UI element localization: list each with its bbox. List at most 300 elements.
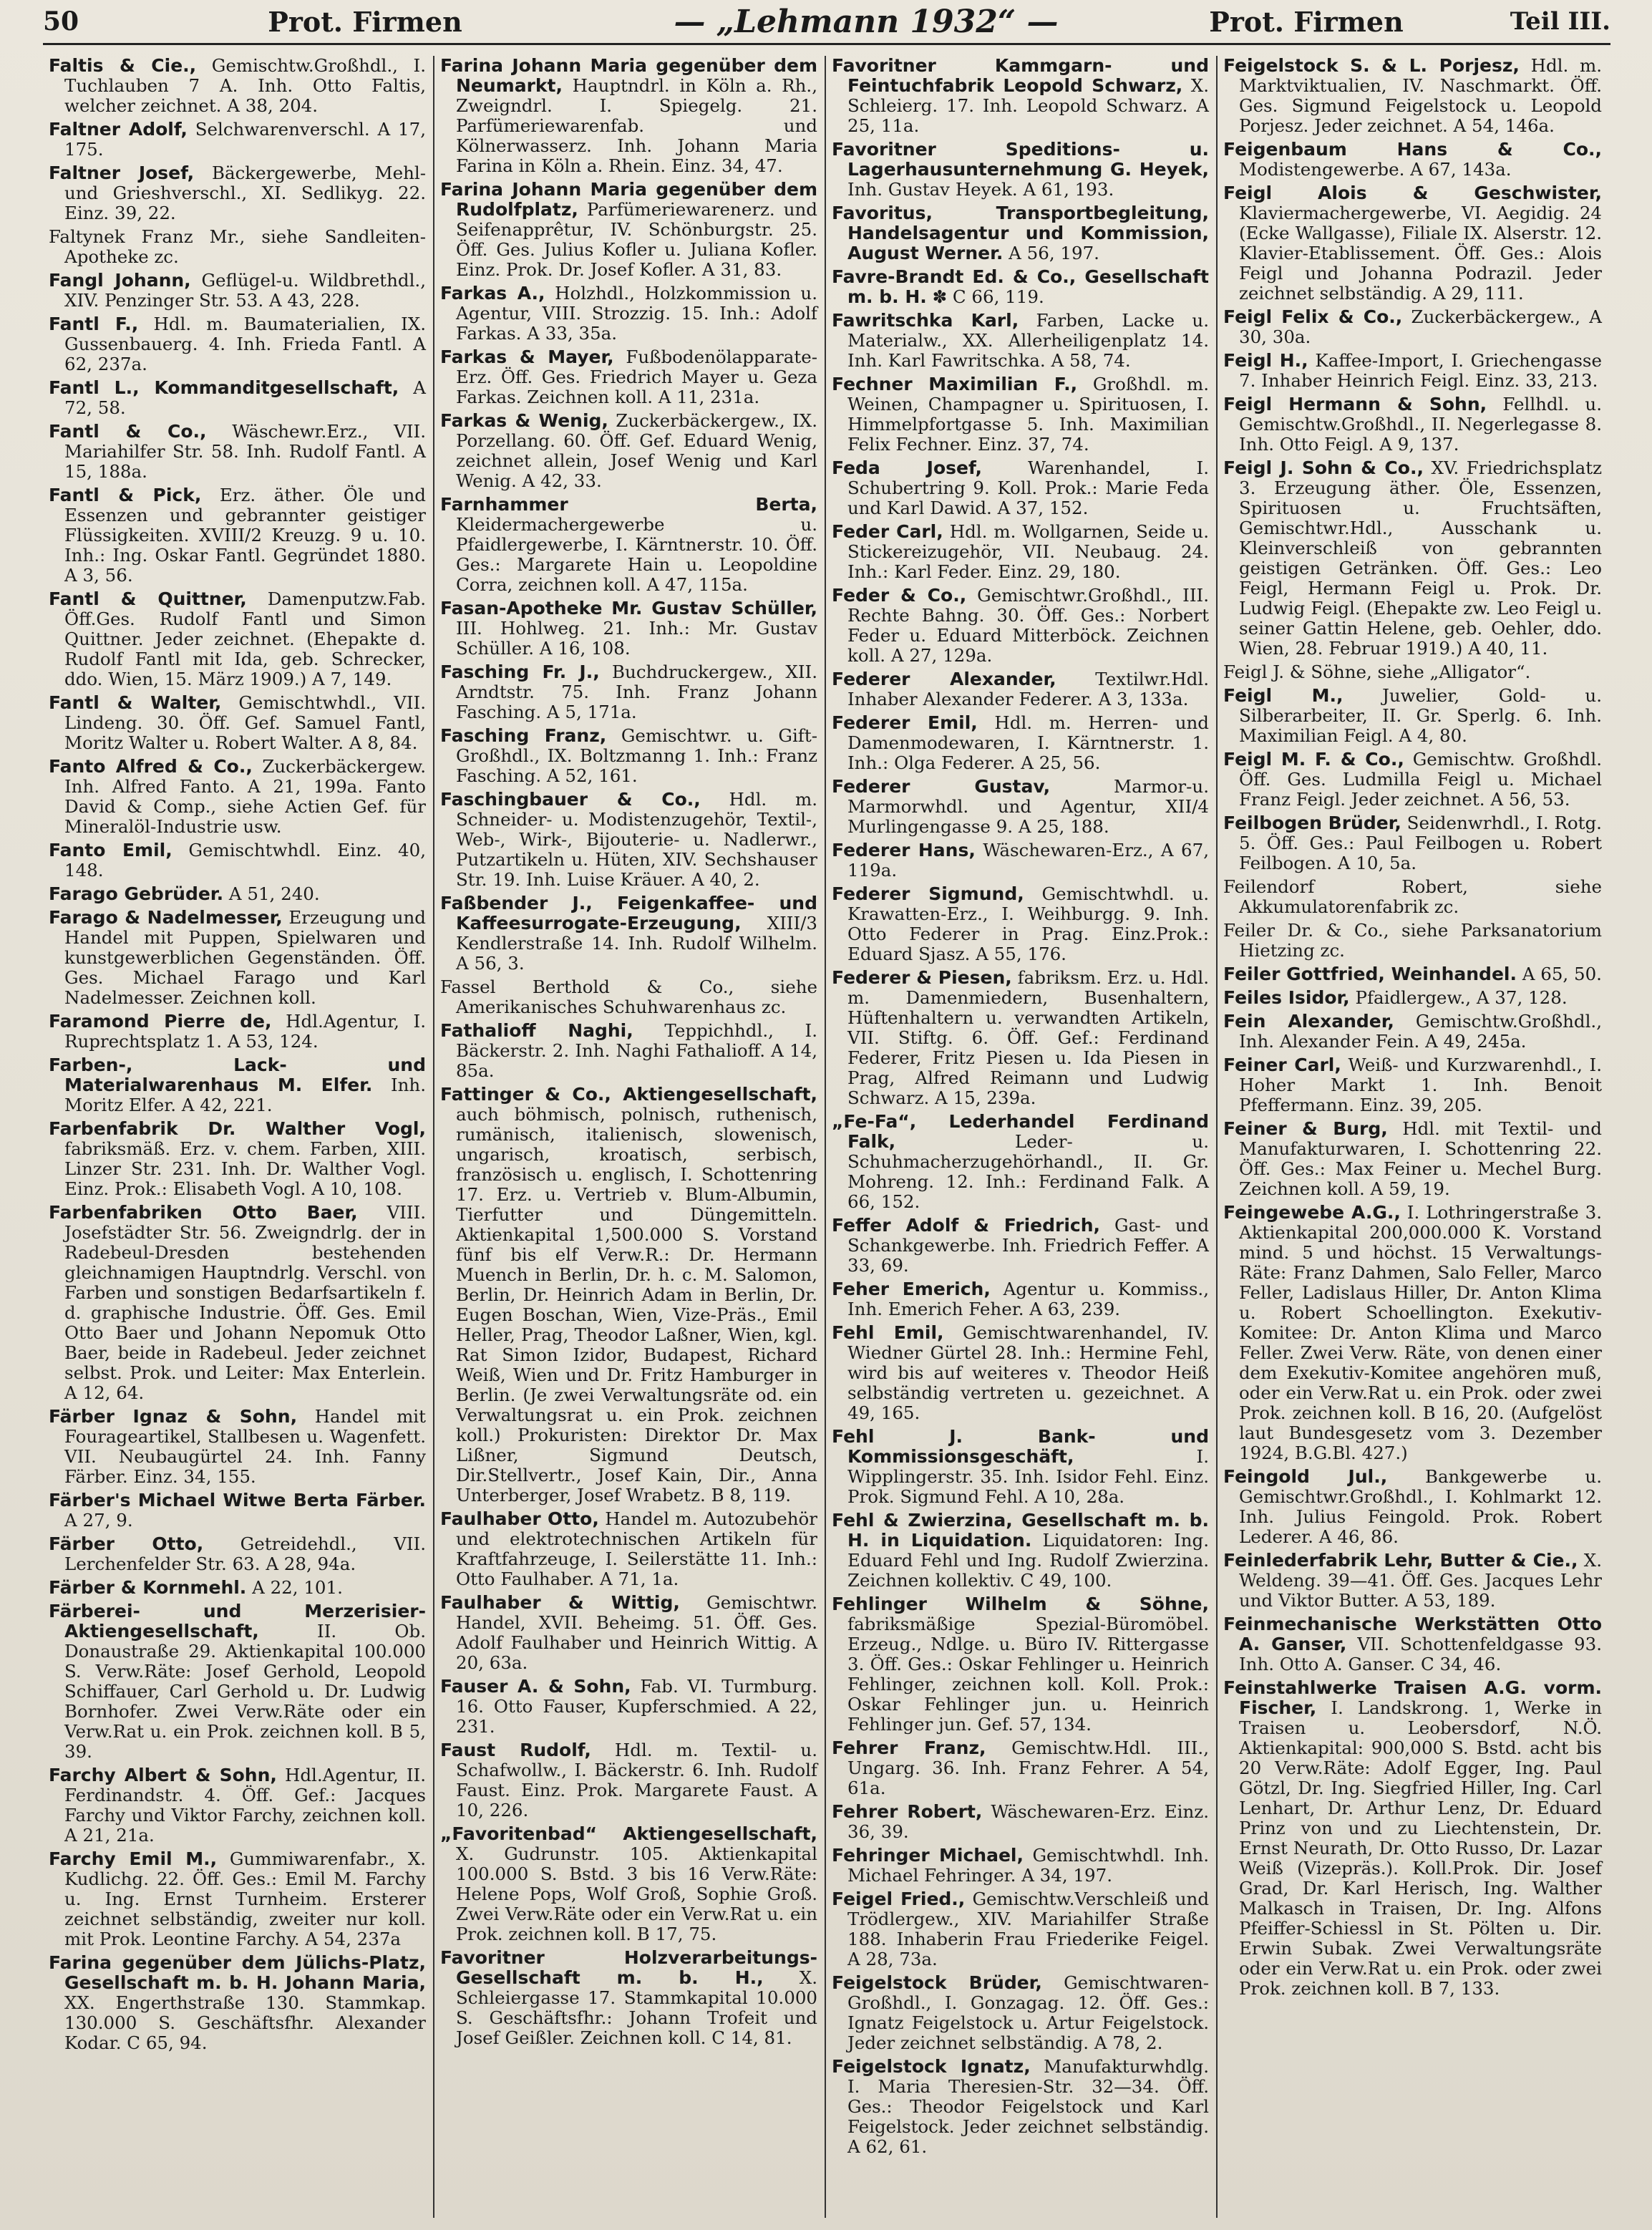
firm-name: Farkas A., xyxy=(440,283,545,304)
directory-entry xyxy=(49,840,426,881)
directory-entry xyxy=(440,790,817,890)
firm-name: Feigl J. Sohn & Co., xyxy=(1223,457,1424,478)
firm-name: Federer Alexander, xyxy=(832,669,1056,689)
firm-name: Feffer Adolf & Friedrich, xyxy=(832,1215,1101,1236)
directory-entry xyxy=(832,884,1209,964)
directory-entry xyxy=(832,203,1209,263)
entry-text: Leder- u. Schuhmacherzugehörhandl., II. Gr. Mohreng. 12. Inh.: Ferdinand Falk. A 66, 152. xyxy=(847,1131,1209,1212)
firm-name: Farina Johann Maria gegenüber dem Rudolfplatz, xyxy=(440,179,817,220)
entry-text: X. Weldeng. 39—41. Öff. Ges. Jacques Lehr und Viktor Butter. A 53, 189. xyxy=(1239,1550,1602,1611)
directory-entry xyxy=(440,977,817,1017)
directory-entry xyxy=(440,56,817,176)
directory-entry xyxy=(1223,1119,1602,1199)
directory-entry xyxy=(49,485,426,586)
firm-name: Feigel Fried., xyxy=(832,1889,966,1909)
directory-entry xyxy=(440,495,817,595)
entry-text: XIII/3 Kendlerstraße 14. Inh. Rudolf Wilhelm. A 56, 3. xyxy=(456,913,817,974)
entry-text: Hdl. m. Baumaterialien, IX. Gussenbauerg. 4. Inh. Frieda Fantl. A 62, 237a. xyxy=(64,314,426,374)
entry-text: Wäschewr.Erz., VII. Mariahilfer Str. 58. Inh. Rudolf Fantl. A 15, 188a. xyxy=(64,421,427,482)
entry-text: Hdl. m. Textil- u. Schafwollw., I. Bäckerstr. 6. Inh. Rudolf Faust. Einz. Prok. Margarete Faust. A 10, 226. xyxy=(456,1740,817,1821)
firm-name: Farkas & Mayer, xyxy=(440,346,614,367)
entry-text: Gemischtwr.Großhdl., III. Rechte Bahng. 30. Öff. Ges.: Norbert Feder u. Eduard Mitterböck. Zeichnen koll. A 27, 129a. xyxy=(847,585,1209,666)
directory-entry xyxy=(49,908,426,1008)
entry-text: A 65, 50. xyxy=(1522,964,1602,984)
entry-text: Warenhandel, I. Schubertring 9. Koll. Prok.: Marie Feda und Karl Dawid. A 37, 152. xyxy=(847,457,1209,518)
entry-text: Zuckerbäckergew., IX. Porzellang. 60. Öff. Gef. Eduard Wenig, zeichnet allein, Josef Wenig und Karl Wenig. A 42, 33. xyxy=(456,410,817,491)
entry-text: Gemischtwr. u. Gift-Großhdl., IX. Boltzmanng 1. Inh.: Franz Fasching. A 52, 161. xyxy=(456,725,817,786)
directory-entry xyxy=(832,311,1209,371)
entry-text: I. Landskrong. 1, Werke in Traisen u. Leobersdorf, N.Ö. Aktienkapital: 900,000 S. Bstd. acht bis 20 Verw.Räte: Adolf Egger, Ing. Paul Götzl, Dr. Ing. Siegfried Hiller, Ing. Carl Lenhart, Dr. Arthur Lenz, Dr. Eduard Prinz von und zu Liechtenstein, Dr. Ernst Neurath, Dr. Otto Russo, Dr. Lazar Weiß (Vizepräs.). Koll.Prok. Dir. Josef Grad, Dr. Karl Herisch, Ing. Walther Malkasch in Traisen, Dr. Ing. Alfons Pfeiffer-Schiessl in St. Pölten u. Dir. Erwin Subak. Zwei Verwaltungsräte oder ein Verw.Rat u. ein Prok. oder zwei Prok. zeichnen koll. B 7, 133. xyxy=(1239,1697,1602,1999)
directory-entry xyxy=(49,1578,426,1598)
entry-text: Modistengewerbe. A 67, 143a. xyxy=(1239,159,1512,180)
firm-name: Fasan-Apotheke Mr. Gustav Schüller, xyxy=(440,598,817,619)
directory-entry xyxy=(49,1012,426,1052)
directory-entry xyxy=(832,522,1209,582)
directory-entry xyxy=(1223,1551,1602,1611)
firm-name: Farago & Nadelmesser, xyxy=(49,907,283,928)
firm-name: Feigl M. F. & Co., xyxy=(1223,749,1404,770)
entry-text: Geflügel-u. Wildbrethdl., XIV. Penzinger Str. 53. A 43, 228. xyxy=(64,270,426,311)
entry-text: Kleidermachergewerbe u. Pfaidlergewerbe, I. Kärntnerstr. 10. Öff. Ges.: Margarete Hain u. Leopoldine Corra, zeichnen koll. A 47, 115a. xyxy=(456,514,817,595)
directory-entry xyxy=(440,1021,817,1081)
firm-name: Feiner Carl, xyxy=(1223,1055,1341,1075)
entry-text: Hdl. m. Schneider- u. Modistenzugehör, Textil-, Web-, Wirk-, Bijouterie- u. Nadlerwr., Putzartikeln u. Hüten, XIV. Sechshauser Str. 19. Inh. Luise Kräuer. A 40, 2. xyxy=(456,789,817,890)
firm-name: Fein Alexander, xyxy=(1223,1011,1394,1032)
directory-entry xyxy=(49,378,426,418)
firm-name: Feiner & Burg, xyxy=(1223,1118,1388,1139)
firm-name: Farina gegenüber dem Jülichs-Platz, Gesellschaft m. b. H. Johann Maria, xyxy=(49,1952,426,1993)
entry-text: Damenputzw.Fab. Öff.Ges. Rudolf Fantl und Simon Quittner. Jeder zeichnet. (Ehepakte d. Rudolf Fantl mit Ida, geb. Schrecker, ddo. Wien, 15. März 1909.) A 7, 149. xyxy=(64,588,426,689)
entry-text: Hdl.Agentur, II. Ferdinandstr. 4. Öff. Gef.: Jacques Farchy und Viktor Farchy, zeichnen koll. A 21, 21a. xyxy=(64,1765,426,1846)
directory-entry xyxy=(49,1953,426,2053)
entry-text: Gemischtwr. Handel, XVII. Beheimg. 51. Öff. Ges. Adolf Faulhaber und Heinrich Wittig. A 20, 63a. xyxy=(456,1592,817,1673)
directory-entry xyxy=(832,267,1209,307)
firm-name: Favoritner Kammgarn- und Feintuchfabrik Leopold Schwarz, xyxy=(832,56,1209,96)
firm-name: Färber's Michael Witwe Berta Färber. xyxy=(49,1490,426,1511)
entry-text: Gemischtw. Großhdl. Öff. Ges. Ludmilla Feigl u. Michael Franz Feigl. Jeder zeichnet. A 56, 53. xyxy=(1239,749,1602,810)
directory-entry xyxy=(440,1948,817,2048)
columns-container xyxy=(43,56,1610,2218)
firm-name: Farben-, Lack- und Materialwarenhaus M. Elfer. xyxy=(49,1055,426,1095)
directory-entry xyxy=(1223,964,1602,984)
column-4 xyxy=(1218,56,1609,2218)
entry-text: fabriksmäß. Erz. v. chem. Farben, XIII. Linzer Str. 231. Inh. Dr. Walther Vogl. Einz. Prok.: Elisabeth Vogl. A 10, 108. xyxy=(64,1138,426,1199)
column-1 xyxy=(43,56,434,2218)
entry-text: Juwelier, Gold- u. Silberarbeiter, II. Gr. Sperlg. 6. Inh. Maximilian Feigl. A 4, 80. xyxy=(1239,685,1602,746)
entry-text: Handel m. Autozubehör und elektrotechnischen Artikeln für Kraftfahrzeuge, I. Seilerstätte 11. Inh.: Otto Faulhaber. A 71, 1a. xyxy=(456,1508,818,1589)
firm-name: Favoritner Speditions- u. Lagerhausunternehmung G. Heyek, xyxy=(832,139,1209,180)
entry-text: X. Gudrunstr. 105. Aktienkapital 100.000 S. Bstd. 3 bis 16 Verw.Räte: Helene Pops, Wolf Groß, Sophie Groß. Zwei Verw.Räte oder ein Verw.Rat u. ein Prok. zeichnen koll. B 17, 75. xyxy=(456,1843,817,1944)
firm-name: Feder Carl, xyxy=(832,521,943,542)
directory-entry xyxy=(49,1490,426,1531)
firm-name: Faulhaber & Wittig, xyxy=(440,1592,680,1613)
entry-text: Zuckerbäckergew., A 30, 30a. xyxy=(1239,306,1602,347)
firm-name: Fehrer Robert, xyxy=(832,1801,983,1822)
firm-name: Federer Gustav, xyxy=(832,776,1051,797)
entry-text: ✽ C 66, 119. xyxy=(932,286,1044,307)
firm-name: Feigl Alois & Geschwister, xyxy=(1223,183,1602,203)
firm-name: Faltis & Cie., xyxy=(49,56,197,76)
firm-name: Farago Gebrüder. xyxy=(49,883,224,904)
entry-text: fabriksmäßige Spezial-Büromöbel. Erzeug., Ndlge. u. Büro IV. Rittergasse 3. Öff. Ges.: Oskar Fehlinger u. Heinrich Fehlinger, zeichnen koll. Koll. Prok.: Oskar Fehlinger jun. u. Heinrich Fehlinger jun. Gef. 57, 134. xyxy=(847,1614,1209,1735)
firm-name: Feher Emerich, xyxy=(832,1279,991,1299)
directory-entry xyxy=(1223,351,1602,391)
directory-entry xyxy=(832,669,1209,709)
directory-entry xyxy=(1223,921,1602,961)
entry-text: Bäckergewerbe, Mehl- und Grieshverschl., XI. Sedlikyg. 22. Einz. 39, 22. xyxy=(64,163,426,223)
entry-text: Feiler Dr. & Co., siehe Parksanatorium Hietzing zc. xyxy=(1223,920,1602,961)
entry-text: Inh. Moritz Elfer. A 42, 221. xyxy=(64,1075,426,1115)
firm-name: Fanto Alfred & Co., xyxy=(49,756,253,777)
firm-name: Farnhammer Berta, xyxy=(440,494,817,515)
directory-entry xyxy=(440,598,817,659)
directory-entry xyxy=(440,283,817,344)
directory-entry xyxy=(1223,988,1602,1008)
firm-name: Feilbogen Brüder, xyxy=(1223,813,1401,833)
firm-name: Fehlinger Wilhelm & Söhne, xyxy=(832,1594,1209,1614)
entry-text: XV. Friedrichsplatz 3. Erzeugung äther. Öle, Essenzen, Spirituosen u. Fruchtsäften, Gemischtwr.Hdl., Ausschank u. Kleinverschleiß von gebrannten geistigen Getränken. Öff. Ges.: Leo Feigl, Hermann Feigl u. Prok. Dr. Ludwig Feigl. (Ehepakte zw. Leo Feigl u. seiner Gattin Helene, geb. Oehler, ddo. Wien, 28. Februar 1919.) A 40, 11. xyxy=(1239,457,1602,659)
directory-entry xyxy=(1223,458,1602,659)
directory-entry xyxy=(832,968,1209,1108)
directory-entry xyxy=(49,1601,426,1762)
directory-entry xyxy=(832,1323,1209,1423)
directory-entry xyxy=(49,1849,426,1949)
directory-entry xyxy=(440,1085,817,1506)
directory-entry xyxy=(440,726,817,786)
firm-name: Fangl Johann, xyxy=(49,270,191,291)
entry-text: Gemischtwhdl. Einz. 40, 148. xyxy=(64,840,426,881)
directory-entry xyxy=(49,757,426,837)
firm-name: Feigl Felix & Co., xyxy=(1223,306,1403,327)
directory-entry xyxy=(49,1055,426,1115)
directory-entry xyxy=(832,1279,1209,1319)
entry-text: Klaviermachergewerbe, VI. Aegidig. 24 (Ecke Wallgasse), Filiale IX. Alserstr. 12. Klavier-Etablissement. Öff. Ges.: Alois Feigl und Johanna Podrazil. Jeder zeichnet selbständig. A 29, 111. xyxy=(1239,203,1602,304)
directory-entry xyxy=(1223,56,1602,136)
firm-name: Fantl L., Kommanditgesellschaft, xyxy=(49,377,399,398)
entry-text: Feigl J. & Söhne, siehe „Alligator“. xyxy=(1223,661,1531,682)
entry-text: Gemischtwhdl. u. Krawatten-Erz., I. Weihburgg. 9. Inh. Otto Federer in Prag. Einz.Prok.: Eduard Sjasz. A 55, 176. xyxy=(847,883,1210,964)
entry-text: Zuckerbäckergew. Inh. Alfred Fanto. A 21, 199a. Fanto David & Comp., siehe Actien Gef. für Mineralöl-Industrie usw. xyxy=(64,756,426,837)
directory-entry xyxy=(49,693,426,753)
directory-entry xyxy=(832,2057,1209,2157)
entry-text: Buchdruckergew., XII. Arndtstr. 75. Inh. Franz Johann Fasching. A 5, 171a. xyxy=(456,661,817,722)
firm-name: Favoritner Holzverarbeitungs-Gesellschaft m. b. H., xyxy=(440,1947,817,1988)
directory-entry xyxy=(832,56,1209,136)
running-title-right: Prot. Firmen xyxy=(1209,5,1404,38)
entry-text: Teppichhdl., I. Bäckerstr. 2. Inh. Naghi Fathalioff. A 14, 85a. xyxy=(456,1020,817,1081)
entry-text: Gemischtw.Hdl. III., Ungarg. 36. Inh. Franz Fehrer. A 54, 61a. xyxy=(847,1737,1209,1798)
directory-entry xyxy=(440,1740,817,1821)
entry-text: Manufakturwhdlg. I. Maria Theresien-Str. 32—34. Öff. Ges.: Theodor Feigelstock und Karl Feigelstock. Jeder zeichnet selbständig. A 62, 61. xyxy=(847,2056,1209,2157)
directory-entry xyxy=(49,1407,426,1487)
firm-name: Faltner Josef, xyxy=(49,163,195,183)
entry-text: Fellhdl. u. Gemischtw.Großhdl., II. Negerlegasse 8. Inh. Otto Feigl. A 9, 137. xyxy=(1239,394,1602,455)
directory-entry xyxy=(832,840,1209,881)
firm-name: Färber & Kornmehl. xyxy=(49,1577,247,1598)
entry-text: Liquidatoren: Ing. Eduard Fehl und Ing. Rudolf Zwierzina. Zeichnen kollektiv. C 49, 100. xyxy=(847,1530,1210,1591)
directory-entry xyxy=(49,271,426,311)
firm-name: Feiles Isidor, xyxy=(1223,987,1350,1008)
entry-text: A 56, 197. xyxy=(1009,243,1099,263)
directory-entry xyxy=(1223,1055,1602,1115)
entry-text: Holzhdl., Holzkommission u. Agentur, VIII. Strozzig. 15. Inh.: Adolf Farkas. A 33, 35a. xyxy=(456,283,817,344)
entry-text: Fußbodenölapparate-Erz. Öff. Ges. Friedrich Mayer u. Geza Farkas. Zeichnen koll. A 11, 231a. xyxy=(456,346,817,407)
firm-name: Färberei- und Merzerisier-Aktiengesellschaft, xyxy=(49,1601,426,1642)
firm-name: Fauser A. & Sohn, xyxy=(440,1676,631,1697)
firm-name: Feigelstock S. & L. Porjesz, xyxy=(1223,56,1520,76)
entry-text: Bankgewerbe u. Gemischtwr.Großhdl., I. Kohlmarkt 12. Inh. Julius Feingold. Prok. Robert Lederer. A 46, 86. xyxy=(1239,1466,1602,1547)
firm-name: Feinmechanische Werkstätten Otto A. Ganser, xyxy=(1223,1614,1602,1654)
entry-text: auch böhmisch, polnisch, ruthenisch, rumänisch, italienisch, slowenisch, ungarisch, kroatisch, serbisch, französisch u. englisch, I. Schottenring 17. Erz. u. Vertrieb v. Blum-Albumin, Tierfutter und Düngemitteln. Aktienkapital 1,500.000 S. Vorstand fünf bis elf Verw.R.: Dr. Hermann Muench in Berlin, Dr. h. c. M. Salomon, Berlin, Dr. Heinrich Adam in Berlin, Dr. Eugen Boschan, Wien, Vize-Präs., Emil Heller, Prag, Theodor Laßner, Wien, kgl. Rat Simon Izidor, Budapest, Richard Weiß, Wien und Dr. Fritz Hamburger in Berlin. (Je zwei Verwaltungsräte od. ein Verwaltungsrat u. ein Prok. zeichnen koll.) Prokuristen: Direktor Dr. Max Lißner, Sigmund Deutsch, Dir.Stellvertr., Josef Kain, Dir., Anna Unterberger, Josef Wrabetz. B 8, 119. xyxy=(456,1104,817,1506)
firm-name: Fehl Emil, xyxy=(832,1322,944,1343)
directory-entry xyxy=(832,458,1209,518)
firm-name: Farbenfabrik Dr. Walther Vogl, xyxy=(49,1118,426,1139)
firm-name: Farchy Emil M., xyxy=(49,1848,218,1869)
firm-name: Faßbender J., Feigenkaffee- und Kaffeesurrogate-Erzeugung, xyxy=(440,893,817,934)
directory-entry xyxy=(1223,1467,1602,1547)
entry-text: A 27, 9. xyxy=(64,1510,133,1531)
directory-entry xyxy=(832,374,1209,455)
directory-entry xyxy=(440,1509,817,1589)
directory-entry xyxy=(1223,1614,1602,1674)
entry-text: Fassel Berthold & Co., siehe Amerikanisches Schuhwarenhaus zc. xyxy=(440,976,817,1017)
directory-entry xyxy=(440,1824,817,1944)
firm-name: Fantl & Pick, xyxy=(49,485,202,505)
directory-entry xyxy=(1223,140,1602,180)
directory-entry xyxy=(440,347,817,407)
directory-entry xyxy=(49,314,426,374)
directory-entry xyxy=(1223,813,1602,873)
directory-entry xyxy=(440,1677,817,1737)
directory-entry xyxy=(49,1119,426,1199)
directory-entry xyxy=(832,713,1209,773)
firm-name: Feda Josef, xyxy=(832,457,982,478)
firm-name: Fehringer Michael, xyxy=(832,1845,1024,1866)
entry-text: Fab. VI. Turmburg. 16. Otto Fauser, Kupferschmied. A 22, 231. xyxy=(456,1676,817,1737)
entry-text: Hdl. mit Textil- und Manufakturwaren, I. Schottenring 22. Öff. Ges.: Max Feiner u. Mechel Burg. Zeichnen koll. A 59, 19. xyxy=(1239,1118,1602,1199)
firm-name: Feigenbaum Hans & Co., xyxy=(1223,139,1602,160)
entry-text: Gemischtwhdl. Inh. Michael Fehringer. A 34, 197. xyxy=(847,1845,1209,1886)
firm-name: Färber Otto, xyxy=(49,1533,204,1554)
column-2 xyxy=(434,56,826,2218)
entry-text: Faltynek Franz Mr., siehe Sandleiten-Apotheke zc. xyxy=(49,226,426,267)
entry-text: A 72, 58. xyxy=(64,377,426,418)
entry-text: Erzeugung und Handel mit Puppen, Spielwaren und kunstgewerblichen Gegenständen. Öff. Ges. Michael Farago und Karl Nadelmesser. Zeichnen koll. xyxy=(64,907,426,1008)
column-3 xyxy=(826,56,1218,2218)
entry-text: Handel mit Fourageartikel, Stallbesen u. Wagenfett. VII. Neubaugürtel 24. Inh. Fanny Färber. Einz. 34, 155. xyxy=(64,1406,426,1487)
directory-entry xyxy=(49,884,426,904)
directory-entry xyxy=(832,586,1209,666)
firm-name: Fathalioff Naghi, xyxy=(440,1020,633,1041)
entry-text: Hdl. m. Marktviktualien, IV. Naschmarkt. Öff. Ges. Sigmund Feigelstock u. Leopold Porjesz. Jeder zeichnet. A 54, 146a. xyxy=(1239,56,1602,136)
directory-entry xyxy=(49,1534,426,1574)
entry-text: Selchwarenverschl. A 17, 175. xyxy=(64,119,426,160)
directory-entry xyxy=(440,411,817,491)
running-title-left: Prot. Firmen xyxy=(268,5,462,38)
entry-text: Gemischtw.Großhdl., I. Tuchlauben 7 A. Inh. Otto Faltis, welcher zeichnet. A 38, 204. xyxy=(64,56,427,116)
firm-name: „Fe-Fa“, Lederhandel Ferdinand Falk, xyxy=(832,1111,1209,1152)
firm-name: Faulhaber Otto, xyxy=(440,1508,599,1529)
firm-name: Fawritschka Karl, xyxy=(832,310,1019,331)
page-number: 50 xyxy=(43,6,79,37)
firm-name: Fehl & Zwierzina, Gesellschaft m. b. H. in Liquidation. xyxy=(832,1510,1209,1551)
firm-name: Feigl Hermann & Sohn, xyxy=(1223,394,1487,415)
firm-name: Farbenfabriken Otto Baer, xyxy=(49,1202,358,1223)
directory-entry xyxy=(440,662,817,722)
firm-name: Federer Emil, xyxy=(832,712,978,733)
firm-name: Färber Ignaz & Sohn, xyxy=(49,1406,298,1427)
entry-text: Gemischtwaren-Großhdl., I. Gonzagag. 12. Öff. Ges.: Ignatz Feigelstock u. Artur Feigelstock. Jeder zeichnet selbständig. A 78, 2. xyxy=(847,1972,1209,2053)
firm-name: Fantl & Quittner, xyxy=(49,588,247,609)
entry-text: III. Hohlweg. 21. Inh.: Mr. Gustav Schüller. A 16, 108. xyxy=(456,618,817,659)
firm-name: Federer Sigmund, xyxy=(832,883,1024,904)
firm-name: Farina Johann Maria gegenüber dem Neumarkt, xyxy=(440,56,817,96)
directory-entry xyxy=(832,1216,1209,1276)
entry-text: Pfaidlergew., A 37, 128. xyxy=(1355,987,1568,1008)
firm-name: Federer & Piesen, xyxy=(832,967,1012,988)
firm-name: Feiler Gottfried, Weinhandel. xyxy=(1223,964,1517,984)
directory-entry xyxy=(832,1889,1209,1969)
firm-name: Fehrer Franz, xyxy=(832,1737,986,1758)
firm-name: Farkas & Wenig, xyxy=(440,410,608,431)
directory-entry xyxy=(49,1203,426,1403)
entry-text: VIII. Josefstädter Str. 56. Zweigndrlg. der in Radebeul-Dresden bestehenden gleichnamigen Hauptndrlg. Verschl. von Farben und sonstigen Bedarfsartikeln f. d. graphische Industrie. Öff. Ges. Emil Otto Baer und Johann Nepomuk Otto Baer, beide in Radebeul. Jeder zeichnet selbst. Prok. und Leiter: Max Enterlein. A 12, 64. xyxy=(64,1202,426,1403)
directory-entry xyxy=(832,1846,1209,1886)
entry-text: XX. Engerthstraße 130. Stammkap. 130.000 S. Geschäftsfhr. Alexander Kodar. C 65, 94. xyxy=(64,1992,426,2053)
entry-text: I. Lothringerstraße 3. Aktienkapital 200,000.000 K. Vorstand mind. 5 und höchst. 15 Verwaltungs-Räte: Franz Dahmen, Salo Feller, Marco Feller, Ladislaus Hiller, Dr. Anton Klima u. Robert Schoellington. Exekutiv-Komitee: Dr. Anton Klima und Marco Feller. Zwei Verw. Räte, von denen einer dem Exekutiv-Komitee angehören muß, oder ein Verw.Rat u. ein Prok. oder zwei Prok. zeichnen koll. B 16, 20. (Aufgelöst laut Bundesgesetz vom 3. Dezember 1924, B.G.Bl. 427.) xyxy=(1239,1202,1602,1463)
directory-entry xyxy=(440,180,817,280)
directory-entry xyxy=(49,1765,426,1846)
entry-text: Hauptndrl. in Köln a. Rh., Zweigndrl. I. Spiegelg. 21. Parfümeriewarenfab. und Kölnerwasserz. Inh. Johann Maria Farina in Köln a. Rhein. Einz. 34, 47. xyxy=(456,75,817,176)
entry-text: Parfümeriewarenerz. und Seifenapprêtur, IV. Schönburgstr. 25. Öff. Ges. Julius Kofler u. Juliana Kofler. Einz. Prok. Dr. Josef Kofler. A 31, 83. xyxy=(456,199,817,280)
firm-name: Faramond Pierre de, xyxy=(49,1011,272,1032)
firm-name: Faust Rudolf, xyxy=(440,1740,591,1760)
firm-name: Fantl & Co., xyxy=(49,421,207,442)
directory-entry xyxy=(440,1593,817,1673)
entry-text: Wäschewaren-Erz., A 67, 119a. xyxy=(847,840,1209,881)
entry-text: X. Schleiergasse 17. Stammkapital 10.000 S. Geschäftsfhr.: Johann Trofeit und Josef Geißler. Zeichnen koll. C 14, 81. xyxy=(456,1967,817,2048)
firm-name: Feingewebe A.G., xyxy=(1223,1202,1401,1223)
directory-entry xyxy=(1223,1012,1602,1052)
firm-name: Feigl M., xyxy=(1223,685,1344,706)
directory-entry xyxy=(832,1802,1209,1842)
firm-name: Feinlederfabrik Lehr, Butter & Cie., xyxy=(1223,1550,1578,1571)
directory-entry xyxy=(49,163,426,223)
entry-text: II. Ob. Donaustraße 29. Aktienkapital 100.000 S. Verw.Räte: Josef Gerhold, Leopold Schiffauer, Carl Gerhold u. Dr. Ludwig Bornhofer. Zwei Verw.Räte oder ein Verw.Rat u. ein Prok. zeichnen koll. B 5, 39. xyxy=(64,1621,426,1762)
firm-name: Fantl & Walter, xyxy=(49,692,222,713)
directory-entry xyxy=(1223,750,1602,810)
directory-entry xyxy=(49,120,426,160)
firm-name: Feigl H., xyxy=(1223,350,1308,371)
entry-text: Marmor-u. Marmorwhdl. und Agentur, XII/4 Murlingengasse 9. A 25, 188. xyxy=(847,776,1209,837)
section-label: Teil III. xyxy=(1510,7,1610,36)
entry-text: A 22, 101. xyxy=(252,1577,343,1598)
running-title-center: — „Lehmann 1932“ — xyxy=(674,3,1059,40)
directory-entry xyxy=(1223,1203,1602,1463)
firm-name: Faschingbauer & Co., xyxy=(440,789,701,810)
directory-entry xyxy=(49,56,426,116)
entry-text: Gemischtwarenhandel, IV. Wiedner Gürtel 28. Inh.: Hermine Fehl, wird bis auf weiteres v. Theodor Heiß selbständig vertreten u. gezeichnet. A 49, 165. xyxy=(847,1322,1209,1423)
firm-name: Feder & Co., xyxy=(832,585,967,606)
firm-name: Favre-Brandt Ed. & Co., Gesellschaft m. b. H. xyxy=(832,266,1209,307)
directory-entry xyxy=(832,1511,1209,1591)
firm-name: Federer Hans, xyxy=(832,840,976,861)
directory-entry xyxy=(832,1738,1209,1798)
directory-entry xyxy=(1223,877,1602,917)
directory-entry xyxy=(1223,662,1602,682)
entry-text: Farben, Lacke u. Materialw., XX. Allerheiligenplatz 14. Inh. Karl Fawritschka. A 58, 74. xyxy=(847,310,1209,371)
firm-name: Favoritus, Transportbegleitung, Handelsagentur und Kommission, August Werner. xyxy=(832,203,1209,263)
firm-name: Faltner Adolf, xyxy=(49,119,188,140)
entry-text: Getreidehdl., VII. Lerchenfelder Str. 63. A 28, 94a. xyxy=(64,1533,426,1574)
directory-entry xyxy=(1223,686,1602,746)
directory-entry xyxy=(49,589,426,689)
directory-entry xyxy=(1223,183,1602,304)
directory-entry xyxy=(832,1112,1209,1212)
entry-text: Hdl. m. Herren- und Damenmodewaren, I. Kärntnerstr. 1. Inh.: Olga Federer. A 25, 56. xyxy=(847,712,1209,773)
entry-text: X. Schleierg. 17. Inh. Leopold Schwarz. A 25, 11a. xyxy=(847,75,1209,136)
directory-entry xyxy=(440,893,817,974)
entry-text: Feilendorf Robert, siehe Akkumulatorenfabrik zc. xyxy=(1223,876,1602,917)
directory-entry xyxy=(1223,1678,1602,1999)
entry-text: Kaffee-Import, I. Griechengasse 7. Inhaber Heinrich Feigl. Einz. 33, 213. xyxy=(1239,350,1602,391)
entry-text: Erz. äther. Öle und Essenzen und gebrannter geistiger Flüssigkeiten. XVIII/2 Kreuzg. 9 u. 10. Inh.: Ing. Oskar Fantl. Gegründet 1880. A 3, 56. xyxy=(64,485,426,586)
directory-entry xyxy=(832,140,1209,200)
firm-name: Farchy Albert & Sohn, xyxy=(49,1765,277,1785)
firm-name: Fasching Franz, xyxy=(440,725,607,746)
entry-text: Gemischtwhdl., VII. Lindeng. 30. Öff. Gef. Samuel Fantl, Moritz Walter u. Robert Walter. A 8, 84. xyxy=(64,692,426,753)
directory-entry xyxy=(832,1427,1209,1507)
firm-name: „Favoritenbad“ Aktiengesellschaft, xyxy=(440,1823,817,1844)
firm-name: Fehl J. Bank- und Kommissionsgeschäft, xyxy=(832,1426,1209,1467)
directory-entry xyxy=(49,227,426,267)
page-header xyxy=(43,0,1610,45)
entry-text: Hdl. m. Wollgarnen, Seide u. Stickereizugehör, VII. Neubaug. 24. Inh.: Karl Feder. Einz. 29, 180. xyxy=(847,521,1209,582)
entry-text: Gemischtw.Großhdl., Inh. Alexander Fein. A 49, 245a. xyxy=(1239,1011,1602,1052)
entry-text: A 51, 240. xyxy=(228,883,320,904)
entry-text: Hdl.Agentur, I. Ruprechtsplatz 1. A 53, 124. xyxy=(64,1011,426,1052)
directory-entry xyxy=(832,777,1209,837)
entry-text: Gast- und Schankgewerbe. Inh. Friedrich Feffer. A 33, 69. xyxy=(847,1215,1210,1276)
directory-entry xyxy=(1223,307,1602,347)
entry-text: Seidenwrhdl., I. Rotg. 5. Öff. Ges.: Paul Feilbogen u. Robert Feilbogen. A 10, 5a. xyxy=(1239,813,1602,873)
entry-text: Textilwr.Hdl. Inhaber Alexander Federer. A 3, 133a. xyxy=(847,669,1209,709)
directory-entry xyxy=(832,1594,1209,1735)
directory-entry xyxy=(49,422,426,482)
firm-name: Feingold Jul., xyxy=(1223,1466,1388,1487)
firm-name: Feigelstock Brüder, xyxy=(832,1972,1042,1993)
firm-name: Feigelstock Ignatz, xyxy=(832,2056,1031,2077)
entry-text: VII. Schottenfeldgasse 93. Inh. Otto A. Ganser. C 34, 46. xyxy=(1239,1634,1602,1674)
firm-name: Fantl F., xyxy=(49,314,139,334)
entry-text: Wäschewaren-Erz. Einz. 36, 39. xyxy=(847,1801,1209,1842)
entry-text: Großhdl. m. Weinen, Champagner u. Spirituosen, I. Himmelpfortgasse 5. Inh. Maximilian Felix Fechner. Einz. 37, 74. xyxy=(847,374,1209,455)
entry-text: I. Wipplingerstr. 35. Inh. Isidor Fehl. Einz. Prok. Sigmund Fehl. A 10, 28a. xyxy=(847,1446,1209,1507)
firm-name: Feinstahlwerke Traisen A.G. vorm. Fischer, xyxy=(1223,1677,1602,1718)
firm-name: Fattinger & Co., Aktiengesellschaft, xyxy=(440,1084,817,1105)
entry-text: Inh. Gustav Heyek. A 61, 193. xyxy=(847,179,1114,200)
entry-text: Agentur u. Kommiss., Inh. Emerich Feher. A 63, 239. xyxy=(847,1279,1209,1319)
entry-text: Gemischtw.Verschleiß und Trödlergew., XIV. Mariahilfer Straße 188. Inhaberin Frau Friederike Feigel. A 28, 73a. xyxy=(847,1889,1210,1969)
firm-name: Fasching Fr. J., xyxy=(440,661,600,682)
firm-name: Fanto Emil, xyxy=(49,840,173,861)
entry-text: Weiß- und Kurzwarenhdl., I. Hoher Markt 1. Inh. Benoit Pfeffermann. Einz. 39, 205. xyxy=(1239,1055,1603,1115)
directory-entry xyxy=(1223,394,1602,455)
directory-entry xyxy=(832,1973,1209,2053)
entry-text: Gummiwarenfabr., X. Kudlichg. 22. Öff. Ges.: Emil M. Farchy u. Ing. Ernst Turnheim. Ersterer zeichnet selbständig, zweiter nur koll. mit Prok. Leontine Farchy. A 54, 237a xyxy=(64,1848,426,1949)
entry-text: fabriksm. Erz. u. Hdl. m. Damenmiedern, Busenhaltern, Hüftenhaltern u. verwandten Artikeln, VII. Stiftg. 6. Öff. Gef.: Ferdinand Federer, Fritz Piesen u. Ida Piesen in Prag, Alfred Reimann und Ludwig Schwarz. A 15, 239a. xyxy=(847,967,1209,1108)
firm-name: Fechner Maximilian F., xyxy=(832,374,1078,394)
